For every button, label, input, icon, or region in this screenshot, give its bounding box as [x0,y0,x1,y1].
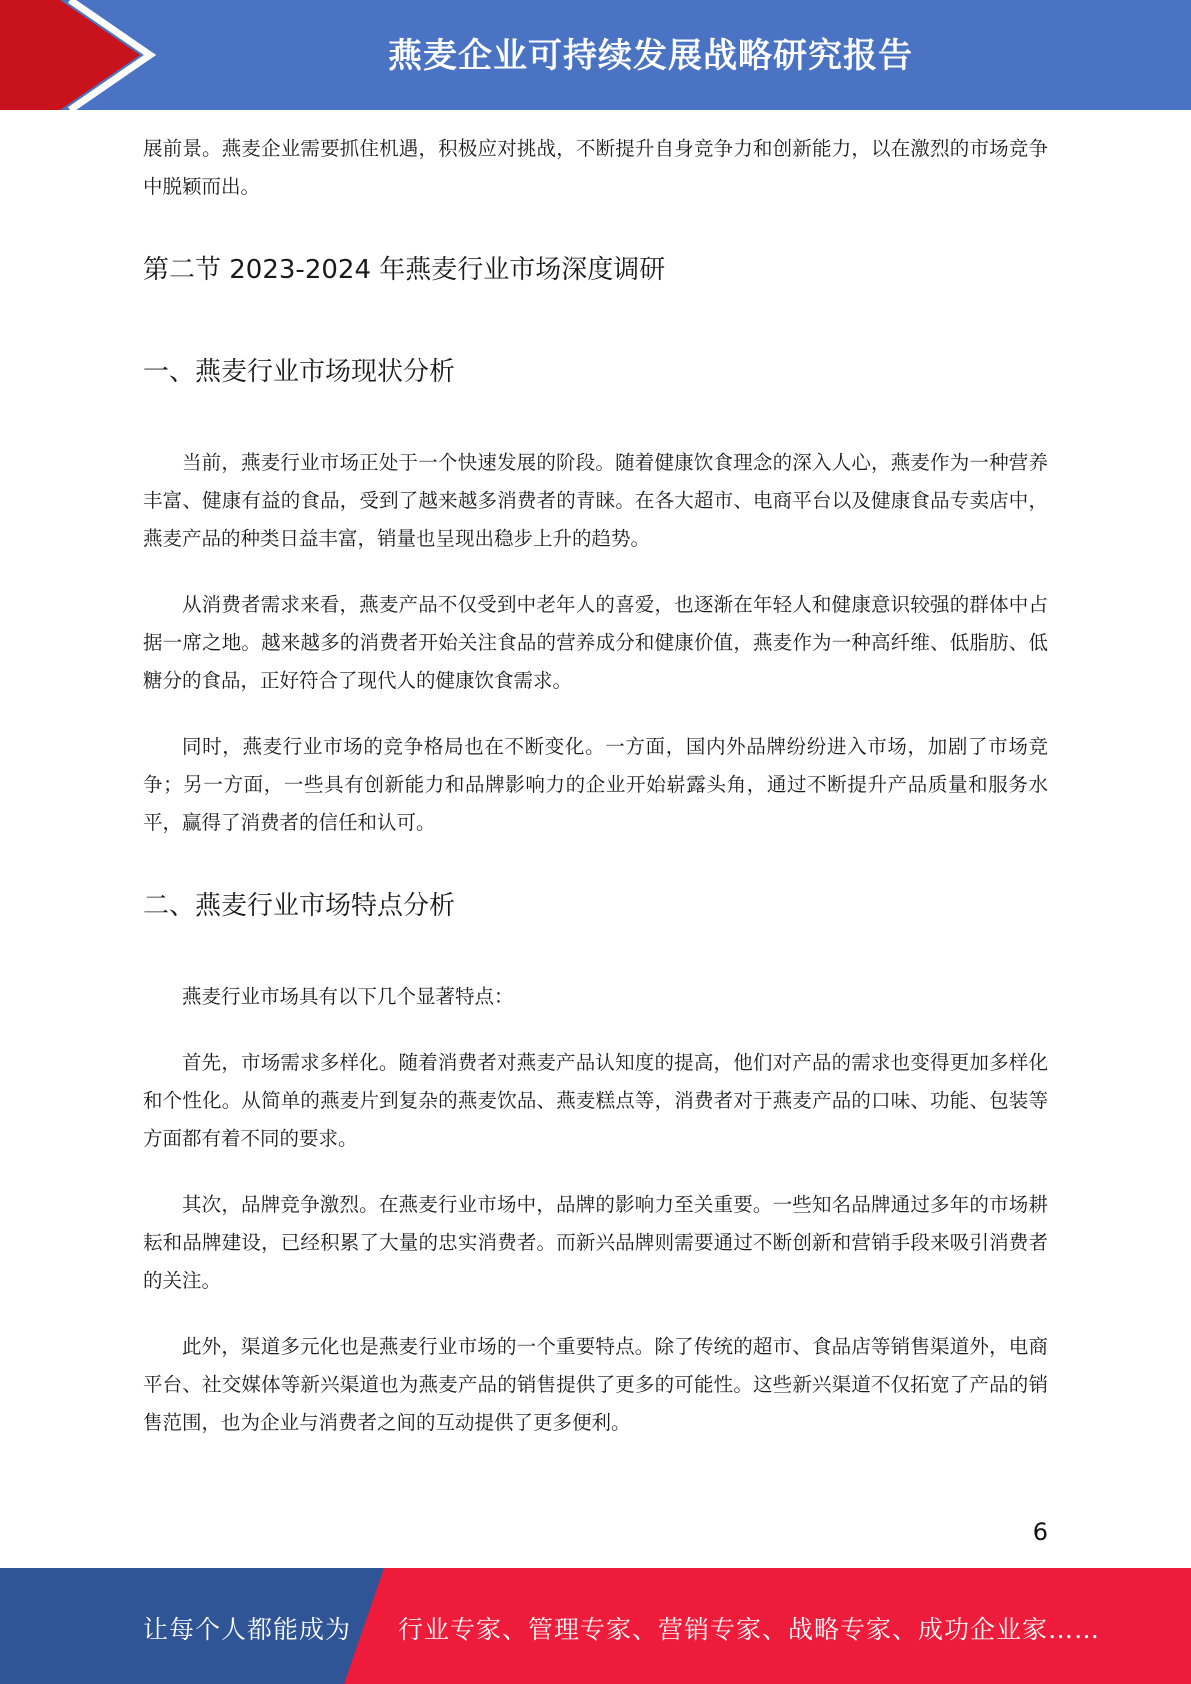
part1-paragraph: 当前，燕麦行业市场正处于一个快速发展的阶段。随着健康饮食理念的深入人心，燕麦作为一种营养丰富、健康有益的食品，受到了越来越多消费者的青睐。在各大超市、电商平台以及健康食品专卖店中，燕麦产品的种类日益丰富，销量也呈现出稳步上升的趋势。 [143,451,1048,550]
part1-paragraph: 从消费者需求来看，燕麦产品不仅受到中老年人的喜爱，也逐渐在年轻人和健康意识较强的群体中占据一席之地。越来越多的消费者开始关注食品的营养成分和健康价值，燕麦作为一种高纤维、低脂肪、低糖分的食品，正好符合了现代人的健康饮食需求。 [143,593,1048,692]
section-title: 第二节 2023-2024 年燕麦行业市场深度调研 [143,255,666,285]
intro-paragraph: 展前景。燕麦企业需要抓住机遇，积极应对挑战，不断提升自身竞争力和创新能力，以在激烈的市场竞争中脱颖而出。 [143,137,1048,198]
footer-slogan-right: 行业专家、管理专家、营销专家、战略专家、成功企业家…… [398,1615,1101,1644]
report-title: 燕麦企业可持续发展战略研究报告 [388,36,913,76]
part2-paragraph: 其次，品牌竞争激烈。在燕麦行业市场中，品牌的影响力至关重要。一些知名品牌通过多年的市场耕耘和品牌建设，已经积累了大量的忠实消费者。而新兴品牌则需要通过不断创新和营销手段来吸引消费者的关注。 [143,1193,1048,1292]
document-body [143,130,1048,1442]
part2-paragraph: 燕麦行业市场具有以下几个显著特点： [182,985,514,1008]
part2-paragraph: 首先，市场需求多样化。随着消费者对燕麦产品认知度的提高，他们对产品的需求也变得更加多样化和个性化。从简单的燕麦片到复杂的燕麦饮品、燕麦糕点等，消费者对于燕麦产品的口味、功能、包装等方面都有着不同的要求。 [143,1051,1048,1150]
page-number: 6 [1032,1518,1048,1546]
part1-paragraph: 同时，燕麦行业市场的竞争格局也在不断变化。一方面，国内外品牌纷纷进入市场，加剧了市场竞争；另一方面，一些具有创新能力和品牌影响力的企业开始崭露头角，通过不断提升产品质量和服务水平，赢得了消费者的信任和认可。 [143,735,1048,834]
page-footer [0,1568,1191,1684]
footer-slogan-left: 让每个人都能成为 [143,1615,352,1644]
part2-title: 二、燕麦行业市场特点分析 [143,891,456,921]
page-header [0,0,1191,110]
part2-paragraph: 此外，渠道多元化也是燕麦行业市场的一个重要特点。除了传统的超市、食品店等销售渠道外，电商平台、社交媒体等新兴渠道也为燕麦产品的销售提供了更多的可能性。这些新兴渠道不仅拓宽了产品的销售范围，也为企业与消费者之间的互动提供了更多便利。 [143,1335,1048,1434]
part1-title: 一、燕麦行业市场现状分析 [143,357,456,387]
